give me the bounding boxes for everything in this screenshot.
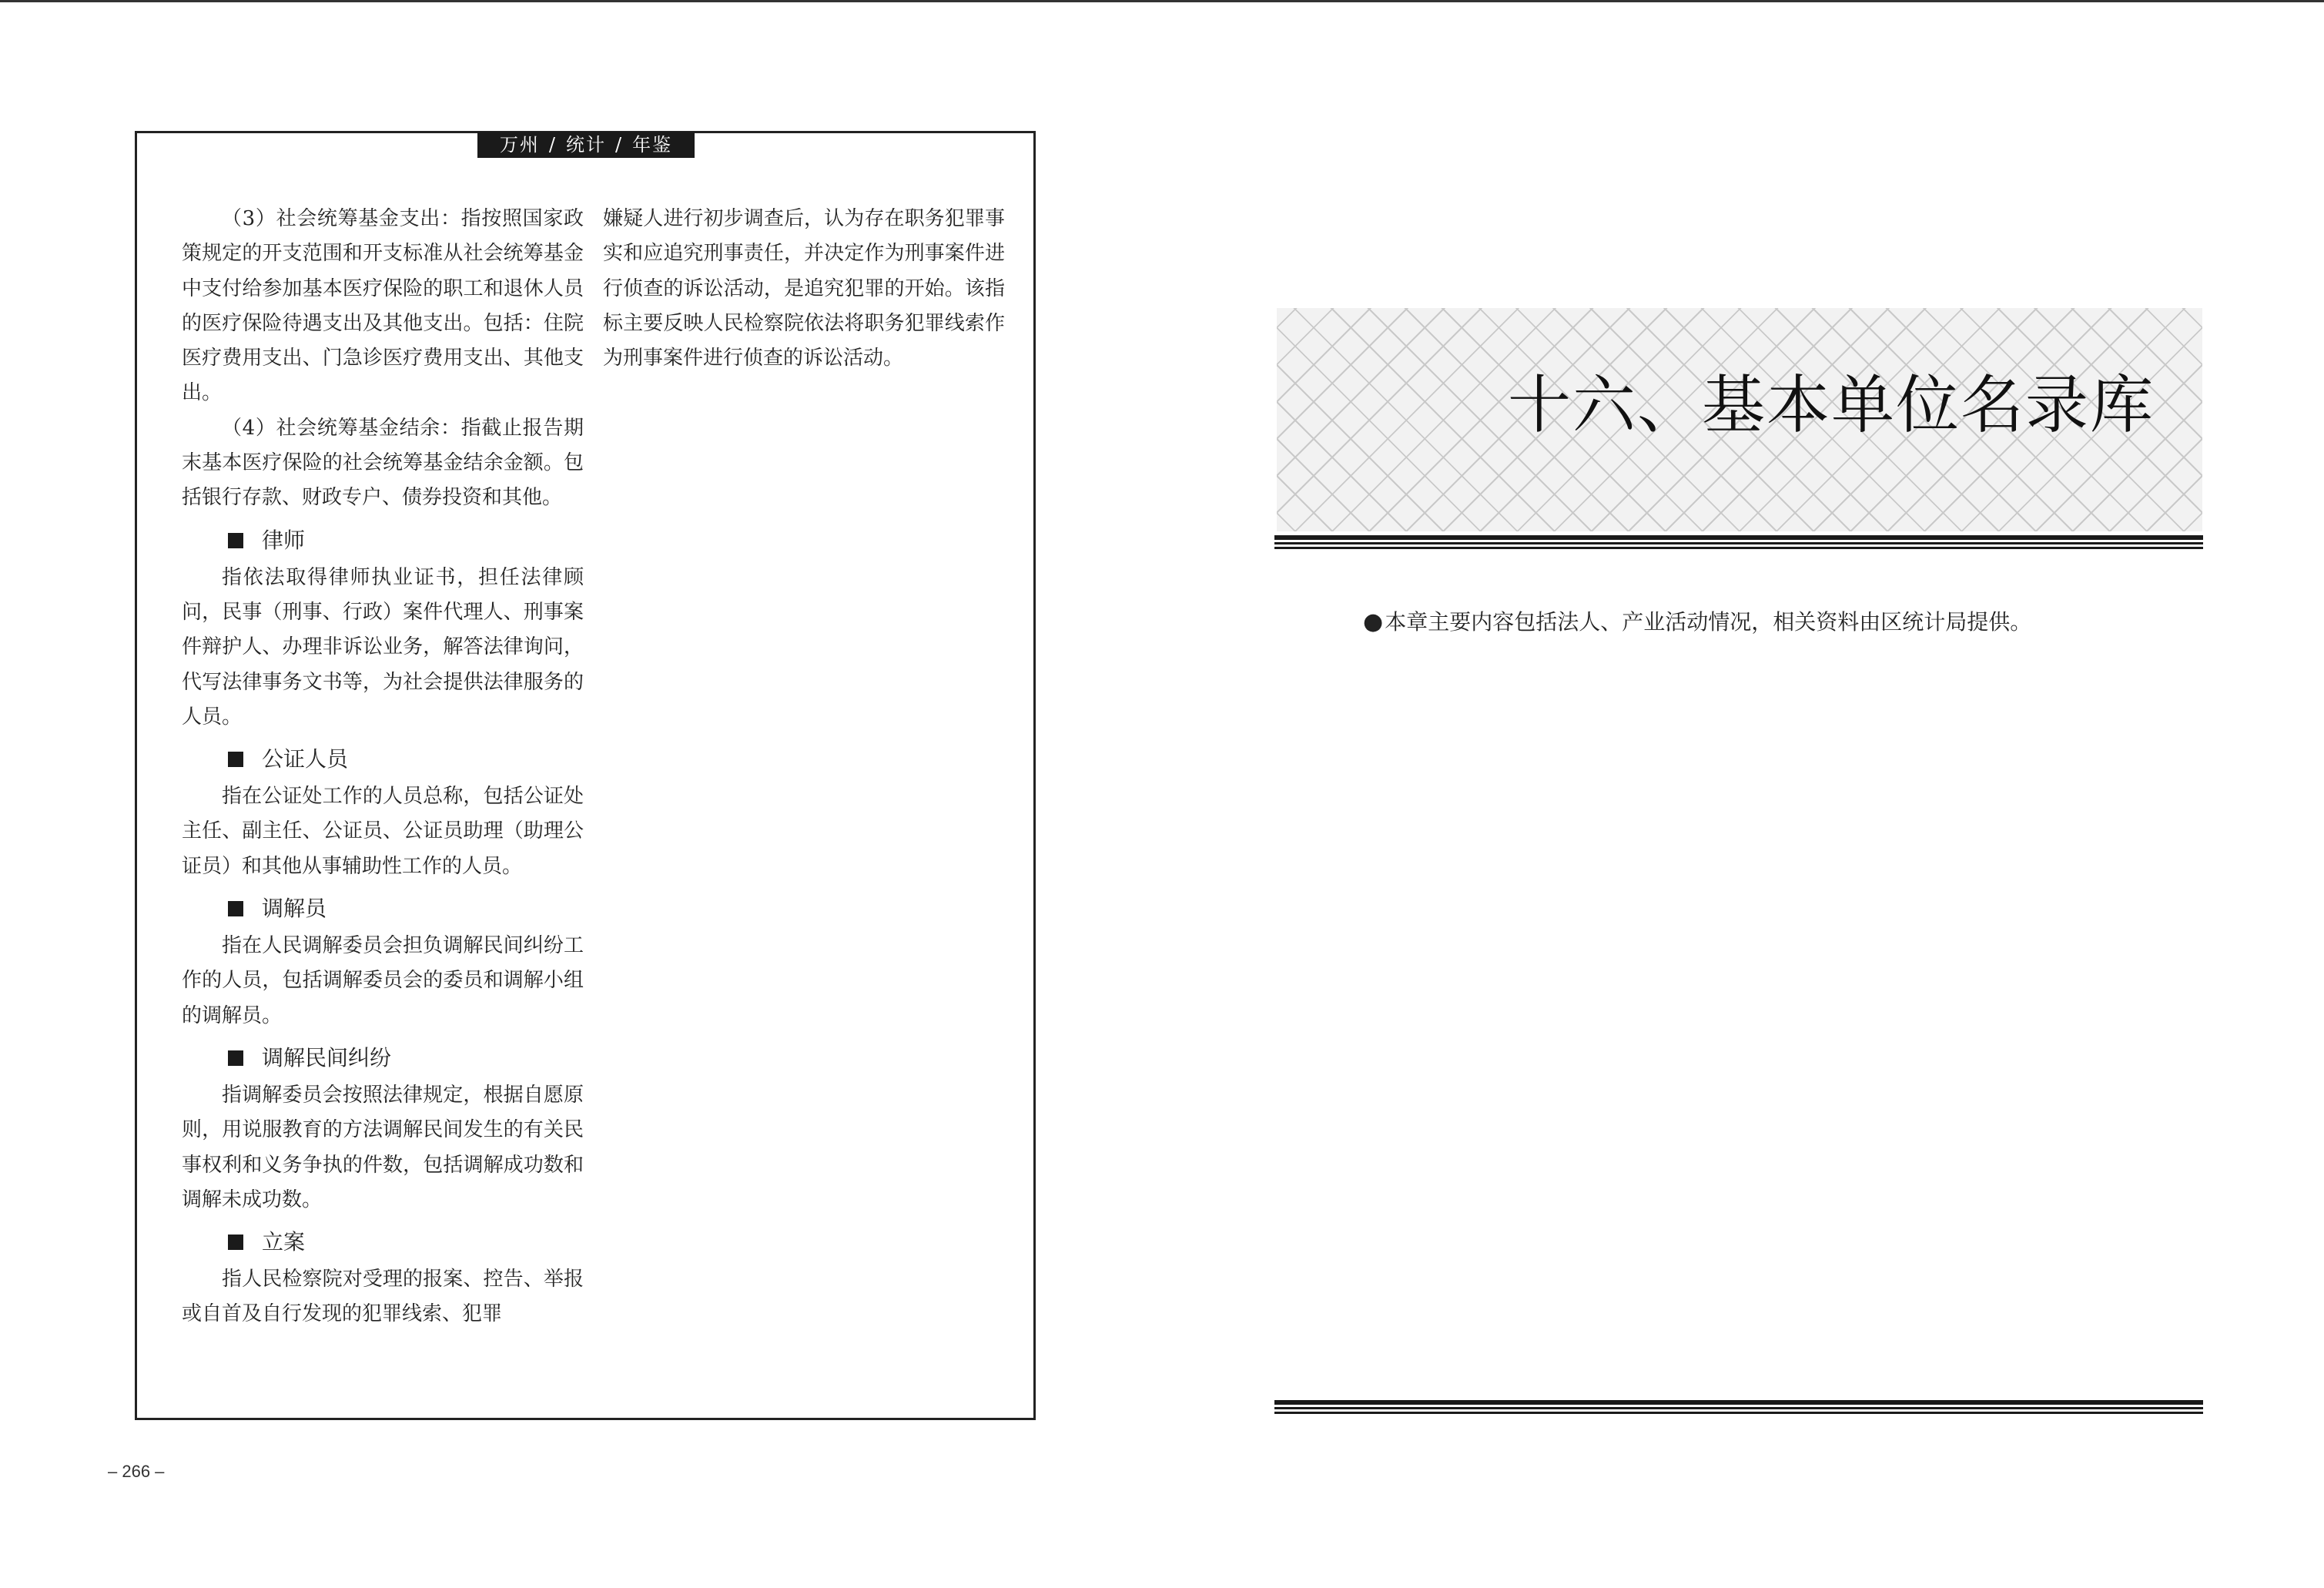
paragraph-case-filing-continued: 嫌疑人进行初步调查后，认为存在职务犯罪事实和应追究刑事责任，并决定作为刑事案件进行侦查的诉讼活动，是追究犯罪的开始。该指标主要反映人民检察院依法将职务犯罪线索作为刑事案件进行侦查的诉讼活动。 bbox=[603, 207, 1005, 370]
header-separator: / bbox=[548, 134, 557, 156]
section-heading-dispute-mediation: 调解民间纠纷 bbox=[182, 1041, 584, 1075]
chapter-top-rule bbox=[1274, 535, 2203, 549]
square-bullet-icon bbox=[228, 1235, 243, 1250]
chapter-title: 十六、基本单位名录库 bbox=[1507, 369, 2155, 442]
running-header bbox=[477, 132, 695, 158]
chapter-note-text: 本章主要内容包括法人、产业活动情况，相关资料由区统计局提供。 bbox=[1385, 609, 2032, 635]
square-bullet-icon bbox=[228, 901, 243, 916]
section-text-case-filing: 指人民检察院对受理的报案、控告、举报或自首及自行发现的犯罪线索、犯罪 bbox=[182, 1268, 584, 1326]
chapter-bottom-rule bbox=[1274, 1400, 2203, 1414]
top-edge-rule bbox=[0, 0, 2324, 2]
section-text-lawyer: 指依法取得律师执业证书，担任法律顾问，民事（刑事、行政）案件代理人、刑事案件辩护人、办理非诉讼业务，解答法律询问，代写法律事务文书等，为社会提供法律服务的人员。 bbox=[182, 565, 584, 729]
header-item-tongji: 统计 bbox=[566, 134, 606, 156]
square-bullet-icon bbox=[228, 533, 243, 548]
round-bullet-icon: ● bbox=[1363, 608, 1384, 635]
paragraph-fund-expenditure: （3）社会统筹基金支出：指按照国家政策规定的开支范围和开支标准从社会统筹基金中支付给参加基本医疗保险的职工和退休人员的医疗保险待遇支出及其他支出。包括：住院医疗费用支出、门急诊医疗费用支出、其他支出。 bbox=[182, 207, 584, 405]
chapter-note bbox=[1363, 603, 2031, 642]
header-item-wanzhou: 万州 bbox=[499, 134, 540, 156]
section-heading-notary: 公证人员 bbox=[182, 742, 584, 776]
paragraph-fund-balance: （4）社会统筹基金结余：指截止报告期末基本医疗保险的社会统筹基金结余金额。包括银行存款、财政专户、债券投资和其他。 bbox=[182, 416, 584, 510]
right-column bbox=[603, 202, 1005, 376]
header-item-nianjian: 年鉴 bbox=[632, 134, 673, 156]
section-heading-case-filing: 立案 bbox=[182, 1225, 584, 1259]
header-separator: / bbox=[615, 134, 624, 156]
square-bullet-icon bbox=[228, 1050, 243, 1066]
section-text-notary: 指在公证处工作的人员总称，包括公证处主任、副主任、公证员、公证员助理（助理公证员）和其他从事辅助性工作的人员。 bbox=[182, 785, 584, 878]
section-heading-lawyer: 律师 bbox=[182, 524, 584, 558]
section-heading-mediator: 调解员 bbox=[182, 892, 584, 926]
square-bullet-icon bbox=[228, 752, 243, 767]
section-text-mediator: 指在人民调解委员会担负调解民间纠纷工作的人员，包括调解委员会的委员和调解小组的调解员。 bbox=[182, 934, 584, 1027]
page-number: – 266 – bbox=[108, 1462, 165, 1481]
left-column bbox=[182, 202, 584, 1332]
section-text-dispute-mediation: 指调解委员会按照法律规定，根据自愿原则，用说服教育的方法调解民间发生的有关民事权利和义务争执的件数，包括调解成功数和调解未成功数。 bbox=[182, 1083, 584, 1211]
